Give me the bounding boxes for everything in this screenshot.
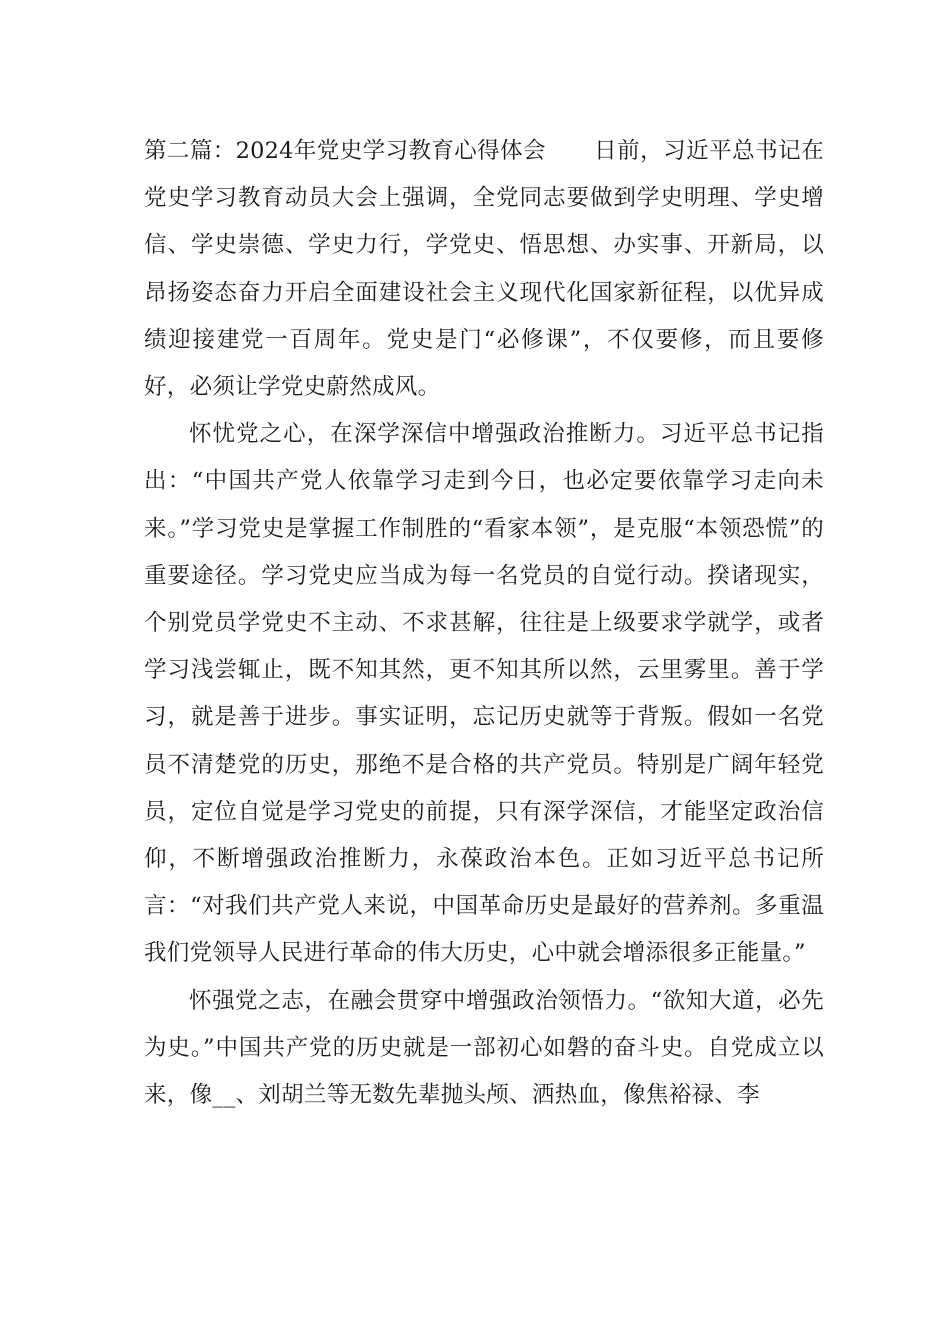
paragraph-3: 怀强党之志，在融会贯穿中增强政治领悟力。“欲知大道，必先为史。”中国共产党的历史就是一部初心如磐的奋斗史。自党成立以来，像__、刘胡兰等无数先辈抛头颅、洒热血，像焦裕禄、李 — [144, 987, 824, 1109]
paragraph-1-text: 日前，习近平总书记在党史学习教育动员大会上强调，全党同志要做到学史明理、学史增信、学史崇德、学史力行，学党史、悟思想、办实事、开新局，以昂扬姿态奋力开启全面建设社会主义现代化国家新征程，以优异成绩迎接建党一百周年。党史是门“必修课”，不仅要修，而且要修好，必须让学党史蔚然成风。 — [144, 138, 824, 401]
paragraph-2: 怀忧党之心，在深学深信中增强政治推断力。习近平总书记指出：“中国共产党人依靠学习走到今日，也必定要依靠学习走向未来。”学习党史是掌握工作制胜的“看家本领”，是克服“本领恐慌”的重要途径。学习党史应当成为每一名党员的自觉行动。揆诸现实，个别党员学党史不主动、不求甚解，往往是上级要求学就学，或者学习浅尝辄止，既不知其然，更不知其所以然，云里雾里。善于学习，就是善于进步。事实证明，忘记历史就等于背叛。假如一名党员不清楚党的历史，那绝不是合格的共产党员。特别是广阔年轻党员，定位自觉是学习党史的前提，只有深学深信，才能坚定政治信仰，不断增强政治推断力，永葆政治本色。正如习近平总书记所言：“对我们共产党人来说，中国革命历史是最好的营养剂。多重温我们党领导人民进行革命的伟大历史，心中就会增添很多正能量。” — [144, 421, 824, 967]
document-title: 第二篇：2024年党史学习教育心得体会 — [144, 138, 546, 164]
paragraph-intro — [144, 128, 824, 411]
document-body — [144, 128, 824, 1119]
